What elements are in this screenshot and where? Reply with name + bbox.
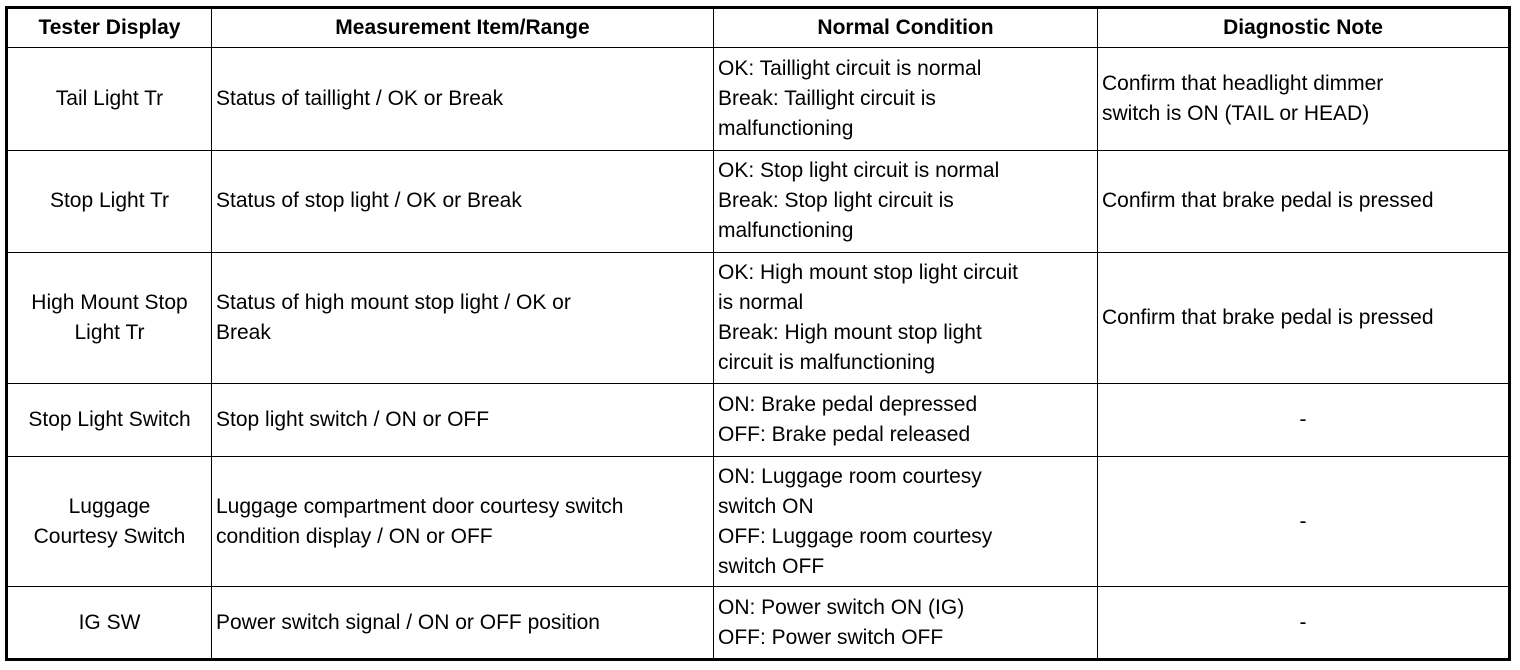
table-row xyxy=(7,587,1510,660)
cell-text-line: - xyxy=(1299,509,1307,533)
normal-condition-cell xyxy=(714,456,1098,587)
cell-text-line: ON: Luggage room courtesy xyxy=(718,464,982,488)
cell-text-line: OFF: Power switch OFF xyxy=(718,625,944,649)
normal-condition-cell xyxy=(714,384,1098,456)
cell-text-line: - xyxy=(1299,407,1307,431)
diagnostic-note-cell xyxy=(1098,253,1510,384)
cell-text-line: Luggage xyxy=(68,494,151,518)
table-row xyxy=(7,150,1510,253)
measurement-item-cell xyxy=(212,384,714,456)
normal-condition-cell xyxy=(714,587,1098,660)
diagnostic-note-cell xyxy=(1098,150,1510,253)
cell-text-line: Confirm that brake pedal is pressed xyxy=(1102,189,1434,213)
cell-text-line: Tail Light Tr xyxy=(55,86,164,110)
header-measurement-item: Measurement Item/Range xyxy=(212,8,714,48)
cell-text-line: OFF: Brake pedal released xyxy=(718,422,971,446)
cell-text-line: OK: High mount stop light circuit xyxy=(718,261,1018,285)
cell-text-line: condition display / ON or OFF xyxy=(216,524,493,548)
cell-text-line: OK: Taillight circuit is normal xyxy=(718,56,982,80)
table-body xyxy=(7,48,1510,660)
diagnostic-note-cell xyxy=(1098,384,1510,456)
cell-text-line: Confirm that brake pedal is pressed xyxy=(1102,306,1434,330)
cell-text-line: Break xyxy=(216,321,271,345)
cell-text-line: Break: Stop light circuit is xyxy=(718,189,954,213)
cell-text-line: Power switch signal / ON or OFF position xyxy=(216,610,600,634)
cell-text-line: Stop light switch / ON or OFF xyxy=(216,407,490,431)
table-row xyxy=(7,384,1510,456)
table-row xyxy=(7,48,1510,151)
cell-text-line: ON: Brake pedal depressed xyxy=(718,392,978,416)
diagnostic-note-cell xyxy=(1098,456,1510,587)
cell-text-line: Status of stop light / OK or Break xyxy=(216,189,522,213)
normal-condition-cell xyxy=(714,150,1098,253)
cell-text-line: is normal xyxy=(718,291,804,315)
table-row xyxy=(7,456,1510,587)
cell-text-line: Status of taillight / OK or Break xyxy=(216,86,504,110)
tester-display-cell xyxy=(7,253,212,384)
cell-text-line: malfunctioning xyxy=(718,116,854,140)
measurement-item-cell xyxy=(212,48,714,151)
measurement-item-cell xyxy=(212,150,714,253)
cell-text-line: IG SW xyxy=(78,610,141,634)
normal-condition-cell xyxy=(714,253,1098,384)
cell-text-line: switch ON xyxy=(718,494,814,518)
header-tester-display: Tester Display xyxy=(7,8,212,48)
header-row xyxy=(7,8,1510,48)
cell-text-line: OFF: Luggage room courtesy xyxy=(718,524,993,548)
measurement-item-cell xyxy=(212,587,714,660)
cell-text-line: malfunctioning xyxy=(718,219,854,243)
diagnostic-note-cell xyxy=(1098,48,1510,151)
diagnostic-note-cell xyxy=(1098,587,1510,660)
cell-text-line: Courtesy Switch xyxy=(33,524,186,548)
tester-display-cell xyxy=(7,384,212,456)
header-normal-condition: Normal Condition xyxy=(714,8,1098,48)
cell-text-line: Stop Light Tr xyxy=(49,189,170,213)
data-list-table xyxy=(5,6,1511,661)
measurement-item-cell xyxy=(212,253,714,384)
cell-text-line: switch OFF xyxy=(718,554,825,578)
cell-text-line: Break: Taillight circuit is xyxy=(718,86,936,110)
header-diagnostic-note: Diagnostic Note xyxy=(1098,8,1510,48)
table-header xyxy=(7,8,1510,48)
cell-text-line: Status of high mount stop light / OK or xyxy=(216,291,571,315)
cell-text-line: - xyxy=(1299,610,1307,634)
cell-text-line: High Mount Stop xyxy=(31,291,188,315)
cell-text-line: ON: Power switch ON (IG) xyxy=(718,595,965,619)
cell-text-line: Light Tr xyxy=(74,321,145,345)
cell-text-line: Stop Light Switch xyxy=(28,407,191,431)
tester-display-cell xyxy=(7,48,212,151)
cell-text-line: circuit is malfunctioning xyxy=(718,351,936,375)
tester-display-cell xyxy=(7,150,212,253)
normal-condition-cell xyxy=(714,48,1098,151)
cell-text-line: Break: High mount stop light xyxy=(718,321,982,345)
cell-text-line: switch is ON (TAIL or HEAD) xyxy=(1102,101,1370,125)
cell-text-line: Luggage compartment door courtesy switch xyxy=(216,494,624,518)
cell-text-line: OK: Stop light circuit is normal xyxy=(718,159,1000,183)
table-row xyxy=(7,253,1510,384)
cell-text-line: Confirm that headlight dimmer xyxy=(1102,71,1384,95)
tester-display-cell xyxy=(7,587,212,660)
measurement-item-cell xyxy=(212,456,714,587)
tester-display-cell xyxy=(7,456,212,587)
